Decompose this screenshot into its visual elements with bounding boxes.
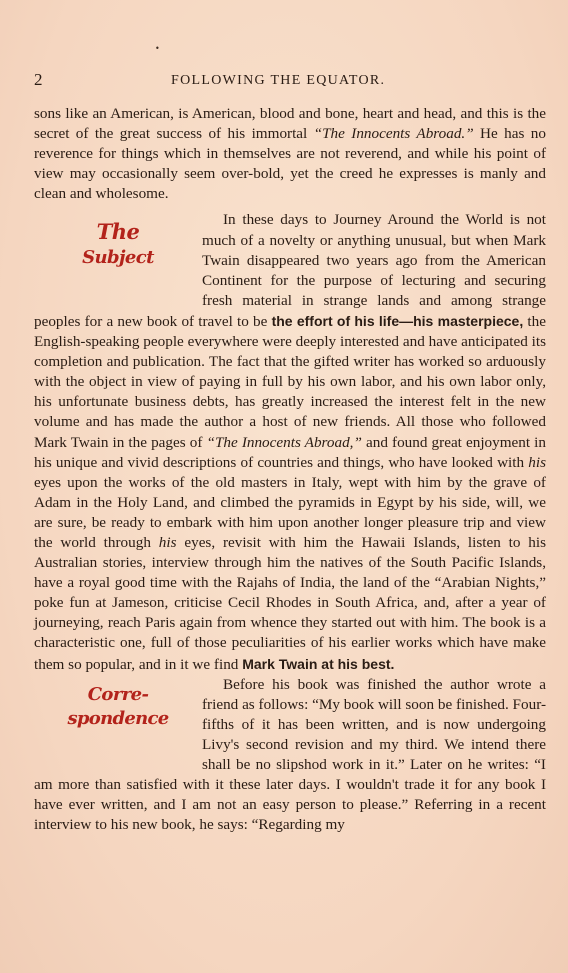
text-run: sons like an American, is American, blood and bone, heart and head, and this is the secret of the great success of his immortal bbox=[34, 105, 546, 143]
book-title: “The Innocents Abroad,” bbox=[206, 433, 362, 451]
text-run: eyes upon the works of the old masters in Italy, wept with him by the grave of Adam in the Holy Land, and climbed the pyramids in Egypt by his side, will, we are sure, be ready to embark with him upon another longer pleasure trip and view the world through bbox=[34, 473, 546, 551]
text-run: He has no reverence for things which in themselves are not reverend, and while his point of view may occasionally seem over-bold, yet the creed he expresses is manly and clean and wholesome. bbox=[34, 125, 546, 203]
printer-mark: • bbox=[155, 44, 160, 53]
emphasis: Mark Twain at his best. bbox=[242, 655, 395, 672]
emphasis: his bbox=[528, 453, 546, 471]
paragraph bbox=[34, 104, 546, 204]
book-title: “The Innocents Abroad.” bbox=[313, 125, 474, 143]
text-run: and found great enjoyment in his unique and vivid descriptions of countries and things, who have looked with bbox=[34, 433, 546, 471]
emphasis: the effort of his life—his masterpiece, bbox=[271, 312, 524, 329]
page-header bbox=[34, 70, 549, 94]
margin-note-line: The bbox=[96, 219, 140, 245]
text-run: eyes, revisit with him the Hawaii Islands, listen to his Australian stories, interview through him the natives of the South Pacific Islands, have a royal good time with the Rajahs of India, the land of the “Arabian Nights,” poke fun at Jameson, criticise Cecil Rhodes in South Africa, and, after a year of journeying, reach Paris again from whence they started out with him. The book is a characteristic one, full of those peculiarities of his earlier works which have make them so popular, and in it we find bbox=[34, 533, 547, 673]
margin-note-line: Corre- bbox=[87, 683, 149, 705]
text-run: Before his book was finished the author wrote a friend as follows: “My book will soon be finished. Four-fifths of it has been written, and is now undergoing Livy's second revision and my third. We intend there shall be no slipshod work in it.” Later on he writes: “I am more than satisfied with it these later days. I wouldn't trade it for any book I have ever written, and I am not an easy person to please.” Referring in a recent interview to his new book, he says: “Regarding my bbox=[34, 675, 546, 834]
margin-note-line: Subject bbox=[82, 247, 154, 269]
page-body bbox=[34, 104, 546, 835]
margin-note-line: spondence bbox=[67, 707, 169, 729]
margin-note-subject bbox=[34, 218, 202, 296]
emphasis: his bbox=[158, 533, 177, 551]
text-run: the English-speaking people everywhere were deeply interested and have anticipated its completion and publication. The fact that the gifted writer has worked so arduously with the object in view of paying in full by his own labor, and his own labor only, his unfortunate business debts, has greatly increased the interest felt in the new volume and has made the author a host of new friends. All those who followed Mark Twain in the pages of bbox=[34, 312, 546, 451]
margin-note-correspondence bbox=[34, 683, 202, 763]
text-run: In these days to Journey Around the World is not much of a novelty or anything unusual, but when Mark Twain disappeared two years ago from the American Continent for the purpose of lecturing and securing fresh material in strange lands and among strange peoples for a new book of travel to be bbox=[34, 211, 546, 330]
page-number: 2 bbox=[34, 70, 43, 89]
running-head: FOLLOWING THE EQUATOR. bbox=[171, 73, 386, 88]
